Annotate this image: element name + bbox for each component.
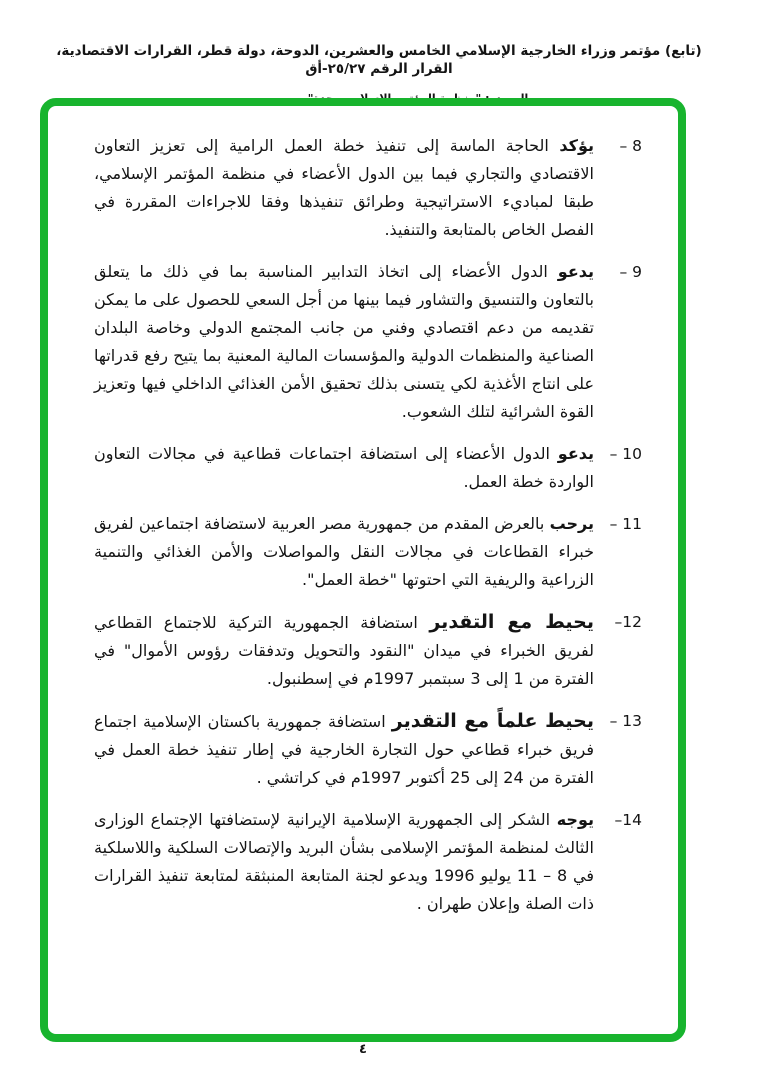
item-text bbox=[94, 440, 594, 496]
item-number: 13 – bbox=[609, 712, 642, 730]
item-body-text: الشكر إلى الجمهورية الإسلامية الإيرانية لإستضافتها الإجتماع الوزارى الثالث لمنظمة المؤتمر الإسلامى بشأن البريد والإتصالات السلكية واللاسلكية في 8 – 11 يوليو 1996 ويدعو لجنة المتابعة المنبثقة لمتابعة تنفيذ القرارات ذات الصلة وإعلان طهران . bbox=[94, 810, 595, 913]
header-title: (تابع) مؤتمر وزراء الخارجية الإسلامي الخامس والعشرين، الدوحة، دولة قطر، القرارات الاقتصادية، القرار الرقم ٢٥/٢٧-أق bbox=[56, 43, 702, 77]
item-text bbox=[94, 806, 594, 918]
resolution-item-12 bbox=[94, 608, 642, 693]
item-text bbox=[94, 510, 594, 594]
item-text bbox=[94, 258, 594, 426]
item-body-text: بالعرض المقدم من جمهورية مصر العربية لاستضافة اجتماعين لفريق خبراء القطاعات في مجالات النقل والمواصلات والأمن الغذائي والتنمية الزراعية والريفية التي احتوتها "خطة العمل". bbox=[94, 514, 594, 589]
resolution-item-13 bbox=[94, 707, 642, 792]
resolution-item-8 bbox=[94, 132, 642, 244]
resolution-item-11 bbox=[94, 510, 642, 594]
item-body-text: الحاجة الماسة إلى تنفيذ خطة العمل الرامية إلى تعزيز التعاون الاقتصادي والتجاري فيما بين الدول الأعضاء في منظمة المؤتمر الإسلامي، طبقا لمباديء الاستراتيجية وطرائق تنفيذها وفقا للاجراءات المقررة في الفصل الخاص بالمتابعة والتنفيذ. bbox=[94, 136, 594, 239]
item-number: 8 – bbox=[619, 137, 642, 155]
item-lead-word: يدعو bbox=[557, 262, 594, 281]
resolution-item-10 bbox=[94, 440, 642, 496]
item-number: 11 – bbox=[609, 515, 642, 533]
item-body-text: استضافة الجمهورية التركية للاجتماع القطاعي لفريق الخبراء في ميدان "النقود والتحويل وتدفقات رؤوس الأموال" في الفترة من 1 إلى 3 سبتمبر 1997م في إسطنبول. bbox=[94, 613, 594, 688]
resolution-item-9 bbox=[94, 258, 642, 426]
item-body-text: استضافة جمهورية باكستان الإسلامية اجتماع فريق خبراء قطاعي حول التجارة الخارجية في إطار تنفيذ خطة العمل في الفترة من 24 إلى 25 أكتوبر 1997م في كراتشي . bbox=[94, 712, 594, 787]
item-body-text: الدول الأعضاء إلى اتخاذ التدابير المناسبة بما في ذلك ما يتعلق بالتعاون والتنسيق والتشاور فيما بينها من أجل السعي للحصول على ما يمكن تقديمه من دعم اقتصادي وفني من جانب المجتمع الدولي وخاصة البلدان الصناعية والمنظمات الدولية والمؤسسات المالية المعنية بما يتيح رفع قدراتها على انتاج الأغذية لكي يتسنى بذلك تحقيق الأمن الغذائي الداخلي فيها وتعزيز القوة الشرائية لتلك الشعوب. bbox=[94, 262, 594, 421]
resolution-item-14 bbox=[94, 806, 642, 918]
item-lead-word: يحيط مع التقدير bbox=[429, 611, 595, 633]
item-body-text: الدول الأعضاء إلى استضافة اجتماعات قطاعية في مجالات التعاون الواردة خطة العمل. bbox=[94, 444, 594, 491]
item-text bbox=[94, 707, 594, 792]
item-text bbox=[94, 608, 594, 693]
header-source: المصدر: "منظمة المؤتمر الإسلامي، جدة" bbox=[307, 92, 529, 105]
item-number: 9 – bbox=[619, 263, 642, 281]
item-text bbox=[94, 132, 594, 244]
item-lead-word: يحيط علماً مع التقدير bbox=[391, 710, 594, 732]
item-lead-word: يوجه bbox=[556, 810, 594, 829]
document-header bbox=[0, 42, 758, 105]
item-number: 10 – bbox=[609, 445, 642, 463]
resolution-list bbox=[48, 106, 678, 932]
page-number: ٤ bbox=[359, 1042, 367, 1057]
item-lead-word: يرحب bbox=[549, 514, 595, 533]
item-number: 14– bbox=[614, 811, 642, 829]
item-number: 12– bbox=[614, 613, 642, 631]
item-lead-word: يؤكد bbox=[559, 136, 594, 155]
item-lead-word: يدعو bbox=[557, 444, 595, 463]
